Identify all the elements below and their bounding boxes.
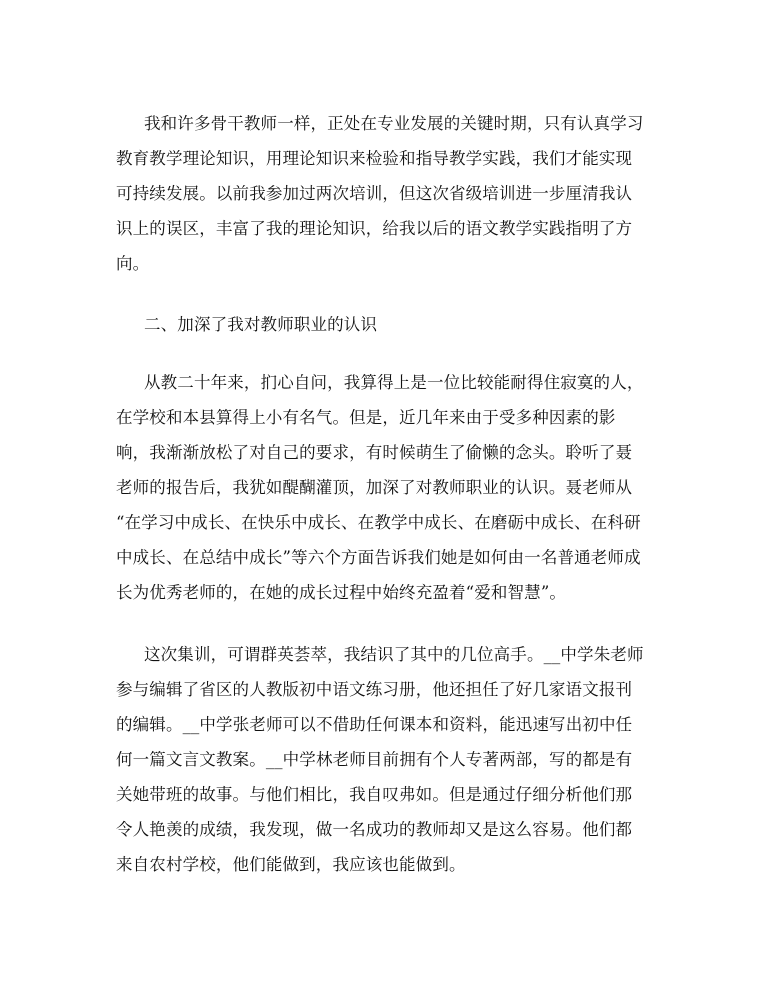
text-line: 向。 — [116, 254, 150, 273]
text-line: 这次集训，可谓群英荟萃，我结识了其中的几位高手。__中学朱老师 — [144, 645, 644, 664]
text-line: 长为优秀老师的，在她的成长过程中始终充盈着“爱和智慧”。 — [116, 583, 567, 602]
text-line: 老师的报告后，我犹如醍醐灌顶，加深了对教师职业的认识。聂老师从 — [116, 478, 633, 497]
text-line: 教育教学理论知识，用理论知识来检验和指导教学实践，我们才能实现 — [116, 149, 633, 168]
text-line: 令人艳羡的成绩，我发现，做一名成功的教师却又是这么容易。他们都 — [116, 820, 633, 839]
text-line: 从教二十年来，扪心自问，我算得上是一位比较能耐得住寂寞的人， — [144, 373, 644, 392]
text-line: 可持续发展。以前我参加过两次培训，但这次省级培训进一步厘清我认 — [116, 184, 633, 203]
text-line: 的编辑。__中学张老师可以不借助任何课本和资料，能迅速写出初中任 — [116, 715, 633, 734]
text-line: 我和许多骨干教师一样，正处在专业发展的关键时期，只有认真学习 — [144, 114, 644, 133]
text-line: 中成长、在总结中成长”等六个方面告诉我们她是如何由一名普通老师成 — [116, 548, 641, 567]
text-line: 何一篇文言文教案。__中学林老师目前拥有个人专著两部，写的都是有 — [116, 750, 633, 769]
text-line: 在学校和本县算得上小有名气。但是，近几年来由于受多种因素的影 — [116, 408, 616, 427]
text-line: 响，我渐渐放松了对自己的要求，有时候萌生了偷懒的念头。聆听了聂 — [116, 443, 633, 462]
heading-line: 二、加深了我对教师职业的认识 — [144, 315, 378, 334]
text-line: 识上的误区，丰富了我的理论知识，给我以后的语文教学实践指明了方 — [116, 219, 633, 238]
text-line: “在学习中成长、在快乐中成长、在教学中成长、在磨砺中成长、在科研 — [116, 513, 641, 532]
text-line: 关她带班的故事。与他们相比，我自叹弗如。但是通过仔细分析他们那 — [116, 785, 633, 804]
text-line: 参与编辑了省区的人教版初中语文练习册，他还担任了好几家语文报刊 — [116, 680, 633, 699]
text-line: 来自农村学校，他们能做到，我应该也能做到。 — [116, 855, 466, 874]
